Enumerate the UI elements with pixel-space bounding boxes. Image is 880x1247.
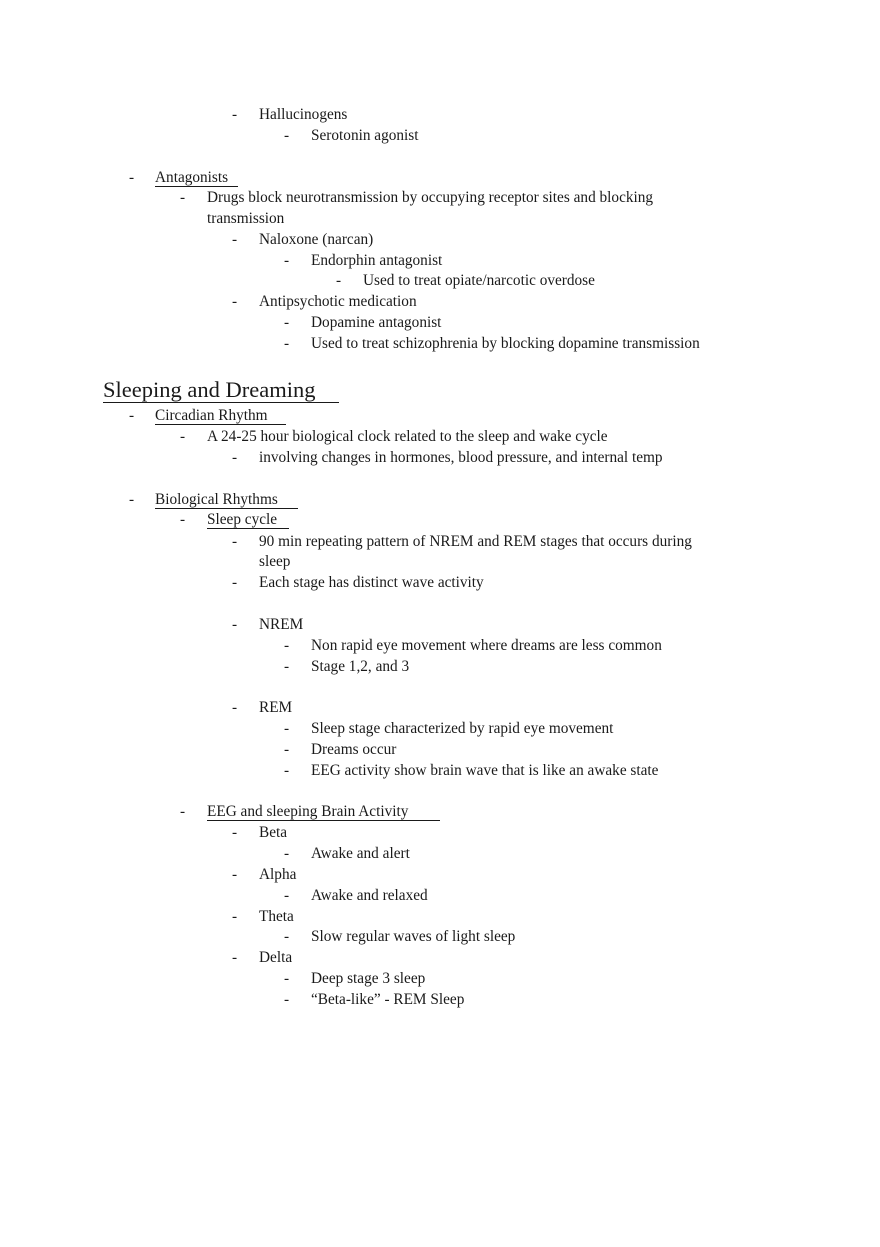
schizophrenia-item: Used to treat schizophrenia by blocking dopamine transmission xyxy=(311,335,700,352)
bio-rhythms-title xyxy=(155,489,298,510)
delta-rem: “Beta-like” - REM Sleep xyxy=(311,991,465,1008)
bullet-dash: - xyxy=(232,866,238,883)
antagonists-title xyxy=(155,167,238,188)
bullet-dash: - xyxy=(284,845,290,862)
section-heading xyxy=(103,376,339,404)
bullet-dash: - xyxy=(232,949,238,966)
bullet-dash: - xyxy=(284,127,290,144)
endorphin-antagonist-item: Endorphin antagonist xyxy=(311,252,443,269)
bullet-dash: - xyxy=(284,991,290,1008)
bullet-dash: - xyxy=(232,533,238,550)
bullet-dash: - xyxy=(232,616,238,633)
bullet-dash: - xyxy=(284,741,290,758)
bullet-dash: - xyxy=(232,293,238,310)
section-heading-text: Sleeping and Dreaming xyxy=(103,378,339,403)
bullet-dash: - xyxy=(232,824,238,841)
bullet-dash: - xyxy=(180,428,186,445)
bullet-dash: - xyxy=(180,511,186,528)
bullet-dash: - xyxy=(232,231,238,248)
nrem-desc: Non rapid eye movement where dreams are less common xyxy=(311,637,662,654)
naloxone-item: Naloxone (narcan) xyxy=(259,231,374,248)
bullet-dash: - xyxy=(284,314,290,331)
overdose-item: Used to treat opiate/narcotic overdose xyxy=(363,272,595,289)
antagonists-desc-line2: transmission xyxy=(207,210,285,227)
bullet-dash: - xyxy=(284,252,290,269)
theta-desc: Slow regular waves of light sleep xyxy=(311,928,516,945)
nrem-stages: Stage 1,2, and 3 xyxy=(311,658,410,675)
dopamine-antagonist-item: Dopamine antagonist xyxy=(311,314,442,331)
cycle-line1: 90 min repeating pattern of NREM and REM stages that occurs during xyxy=(259,533,692,550)
beta-desc: Awake and alert xyxy=(311,845,410,862)
theta-item: Theta xyxy=(259,908,294,925)
cycle-stage: Each stage has distinct wave activity xyxy=(259,574,484,591)
nrem-title: NREM xyxy=(259,616,304,633)
antipsychotic-item: Antipsychotic medication xyxy=(259,293,417,310)
bullet-dash: - xyxy=(284,720,290,737)
bullet-dash: - xyxy=(284,658,290,675)
antagonists-title-text: Antagonists xyxy=(155,169,238,187)
circadian-detail: involving changes in hormones, blood pressure, and internal temp xyxy=(259,449,663,466)
rem-title: REM xyxy=(259,699,293,716)
alpha-item: Alpha xyxy=(259,866,297,883)
bullet-dash: - xyxy=(129,169,135,186)
bullet-dash: - xyxy=(129,491,135,508)
alpha-desc: Awake and relaxed xyxy=(311,887,428,904)
bullet-dash: - xyxy=(284,762,290,779)
circadian-desc: A 24-25 hour biological clock related to the sleep and wake cycle xyxy=(207,428,608,445)
bullet-dash: - xyxy=(284,335,290,352)
bullet-dash: - xyxy=(284,637,290,654)
bullet-dash: - xyxy=(232,908,238,925)
bullet-dash: - xyxy=(232,699,238,716)
cycle-line2: sleep xyxy=(259,553,291,570)
bullet-dash: - xyxy=(180,803,186,820)
antagonists-desc-line1: Drugs block neurotransmission by occupying receptor sites and blocking xyxy=(207,189,654,206)
bullet-dash: - xyxy=(232,106,238,123)
serotonin-agonist-item: Serotonin agonist xyxy=(311,127,419,144)
bio-rhythms-title-text: Biological Rhythms xyxy=(155,491,298,509)
circadian-title-text: Circadian Rhythm xyxy=(155,407,286,425)
hallucinogens-item: Hallucinogens xyxy=(259,106,348,123)
sleep-cycle-title-text: Sleep cycle xyxy=(207,511,289,529)
rem-dreams: Dreams occur xyxy=(311,741,397,758)
rem-eeg: EEG activity show brain wave that is like an awake state xyxy=(311,762,659,779)
bullet-dash: - xyxy=(336,272,342,289)
bullet-dash: - xyxy=(180,189,186,206)
beta-item: Beta xyxy=(259,824,288,841)
bullet-dash: - xyxy=(284,970,290,987)
circadian-title xyxy=(155,405,286,426)
bullet-dash: - xyxy=(284,928,290,945)
bullet-dash: - xyxy=(232,574,238,591)
rem-desc: Sleep stage characterized by rapid eye movement xyxy=(311,720,614,737)
delta-item: Delta xyxy=(259,949,293,966)
delta-desc: Deep stage 3 sleep xyxy=(311,970,426,987)
sleep-cycle-title xyxy=(207,509,289,530)
bullet-dash: - xyxy=(129,407,135,424)
bullet-dash: - xyxy=(232,449,238,466)
eeg-title-text: EEG and sleeping Brain Activity xyxy=(207,803,440,821)
eeg-title xyxy=(207,801,440,822)
bullet-dash: - xyxy=(284,887,290,904)
